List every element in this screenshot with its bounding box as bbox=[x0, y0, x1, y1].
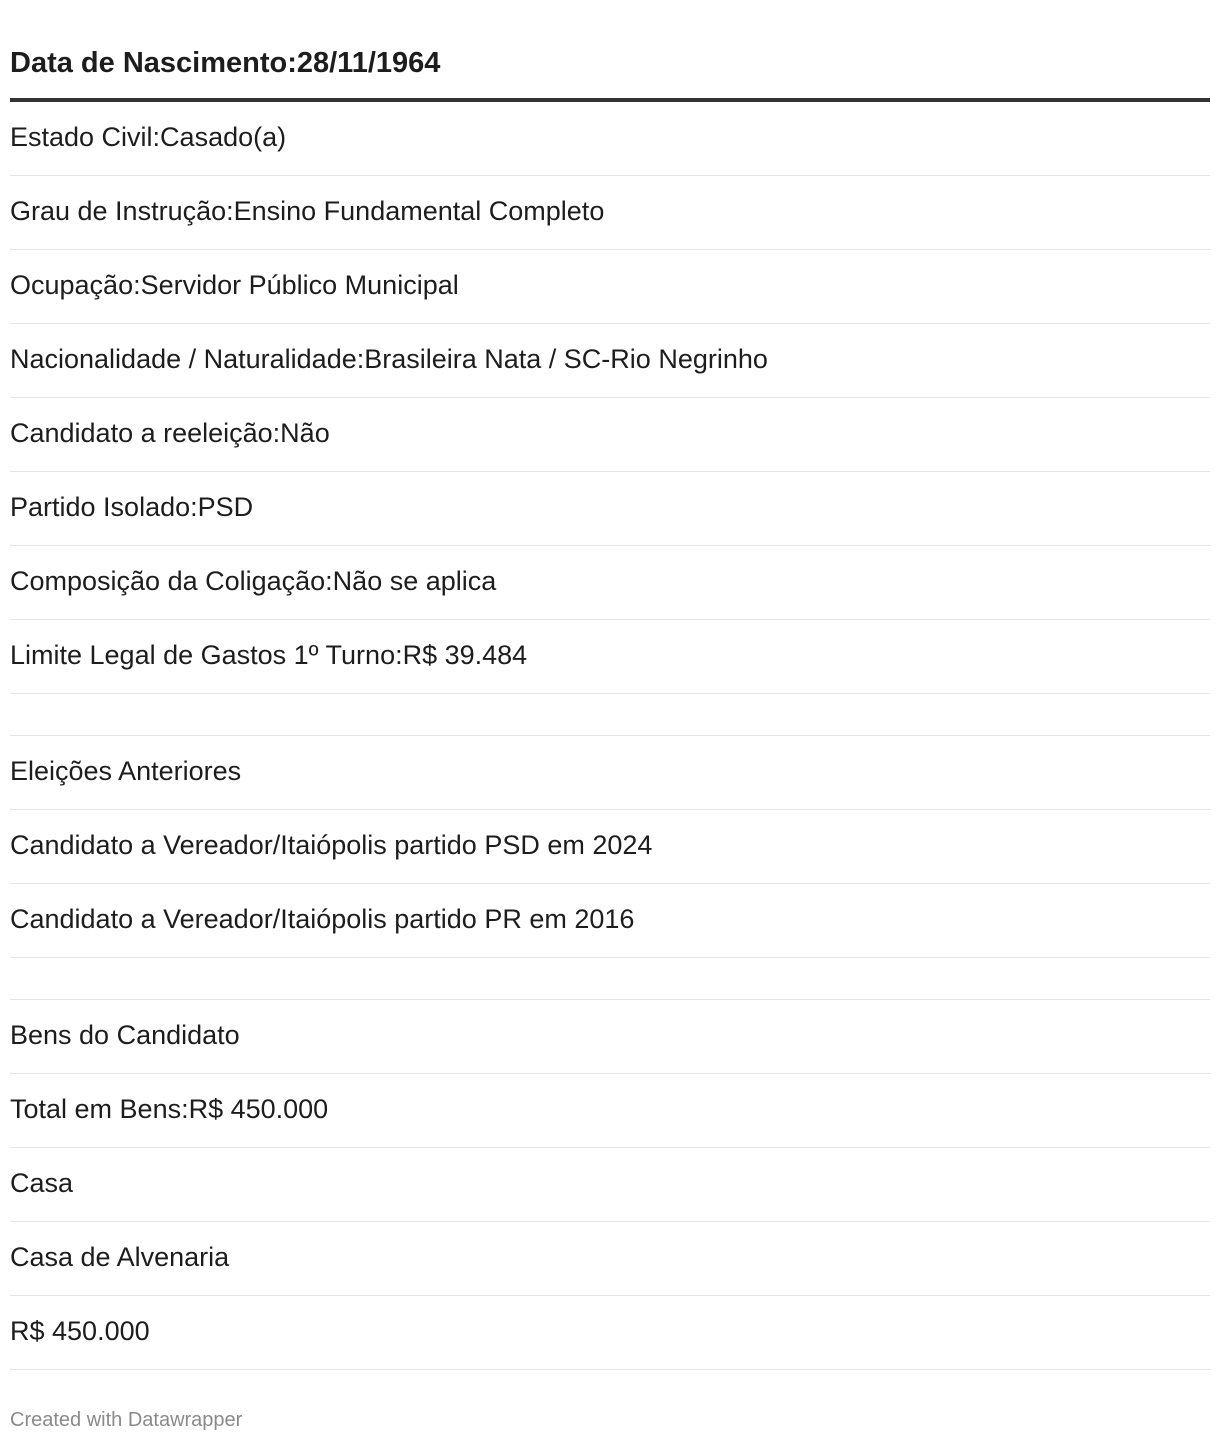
table-body bbox=[10, 102, 1210, 1370]
table-row bbox=[10, 102, 1210, 176]
table-cell: Casa bbox=[10, 1168, 74, 1198]
table-row bbox=[10, 884, 1210, 958]
table-row bbox=[10, 176, 1210, 250]
table-row bbox=[10, 250, 1210, 324]
table-row bbox=[10, 694, 1210, 736]
candidate-info-table bbox=[10, 0, 1210, 1370]
table-cell: Limite Legal de Gastos 1º Turno:R$ 39.484 bbox=[10, 640, 528, 670]
table-row bbox=[10, 324, 1210, 398]
table-cell: R$ 450.000 bbox=[10, 1316, 150, 1346]
table-row bbox=[10, 958, 1210, 1000]
table-row bbox=[10, 810, 1210, 884]
header-title: Data de Nascimento:28/11/1964 bbox=[10, 47, 441, 79]
table-cell: Estado Civil:Casado(a) bbox=[10, 122, 287, 152]
table-cell: Candidato a Vereador/Itaiópolis partido PSD em 2024 bbox=[10, 830, 653, 860]
table-row bbox=[10, 736, 1210, 810]
table-cell: Grau de Instrução:Ensino Fundamental Completo bbox=[10, 196, 605, 226]
table-row bbox=[10, 546, 1210, 620]
table-row bbox=[10, 1296, 1210, 1370]
table-cell: Composição da Coligação:Não se aplica bbox=[10, 566, 497, 596]
table-cell: Partido Isolado:PSD bbox=[10, 492, 254, 522]
table-row bbox=[10, 1148, 1210, 1222]
table-cell: Candidato a reeleição:Não bbox=[10, 418, 330, 448]
table-cell: Casa de Alvenaria bbox=[10, 1242, 230, 1272]
table-row bbox=[10, 472, 1210, 546]
table-cell: Total em Bens:R$ 450.000 bbox=[10, 1094, 329, 1124]
table-row bbox=[10, 620, 1210, 694]
table-cell: Ocupação:Servidor Público Municipal bbox=[10, 270, 459, 300]
table-cell: Candidato a Vereador/Itaiópolis partido PR em 2016 bbox=[10, 904, 635, 934]
table-row bbox=[10, 398, 1210, 472]
table-row bbox=[10, 1074, 1210, 1148]
table-row bbox=[10, 1222, 1210, 1296]
table-cell: Nacionalidade / Naturalidade:Brasileira Nata / SC-Rio Negrinho bbox=[10, 344, 768, 374]
table-row bbox=[10, 1000, 1210, 1074]
table-cell: Eleições Anteriores bbox=[10, 756, 242, 786]
table-header bbox=[10, 0, 1210, 102]
table-cell: Bens do Candidato bbox=[10, 1020, 240, 1050]
datawrapper-credit: Created with Datawrapper bbox=[10, 1409, 243, 1431]
